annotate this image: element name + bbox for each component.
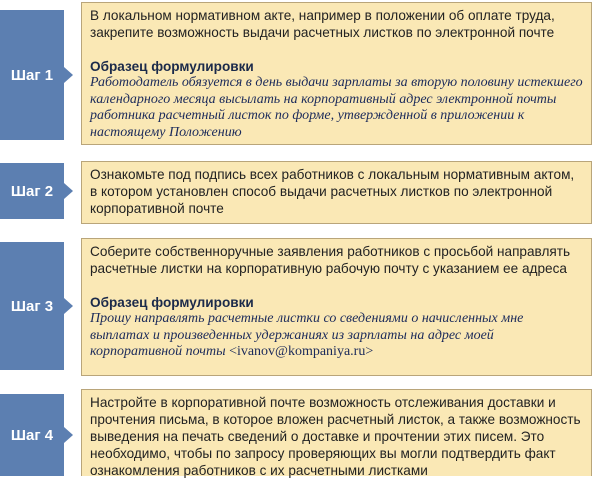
step-3-box <box>81 238 592 376</box>
step-1-label: Шаг 1 <box>0 10 64 140</box>
step-1-text: В локальном нормативном акте, например в положении об оплате труда, закрепите возможность выдачи расчетных листков по электронной почте <box>90 8 555 40</box>
step-2-box <box>81 161 592 224</box>
step-4-label: Шаг 4 <box>0 394 64 476</box>
step-1-box <box>81 2 592 145</box>
step-3-sample-text: Прошу направлять расчетные листки со сведениями о начисленных мне выплатах и произведенных удержаниях из зарплаты на адрес моей корпоративной почты <box>90 311 524 359</box>
step-4-box <box>81 389 592 476</box>
step-3-sample-title: Образец формулировки <box>90 295 254 310</box>
step-4-arrow-icon <box>64 427 73 443</box>
step-4-text: Настройте в корпоративной почте возможность отслеживания доставки и прочтения письма, в которое вложен расчетный листок, а также возможность выведения на печать сведений о доставке и прочтении этих писем. Это необходимо, чтобы по запросу проверяющих вы могли подтвердить факт ознакомления работников с их расчетными листками <box>90 395 581 478</box>
step-3-sample-email: <ivanov@kompaniya.ru> <box>229 344 374 359</box>
step-1-sample-text: Работодатель обязуется в день выдачи зарплаты за вторую половину истекшего календарного месяца высылать на корпоративный адрес электронной почты работника расчетный листок по форме, утвержденной в приложении к настоящему Положению <box>90 75 583 140</box>
step-3-text: Соберите собственноручные заявления работников с просьбой направлять расчетные листки на корпоративную рабочую почту с указанием ее адреса <box>90 244 571 276</box>
step-3-sample-text-wrap <box>90 311 583 361</box>
step-1-arrow-icon <box>64 67 73 83</box>
step-2-text: Ознакомьте под подпись всех работников с локальным нормативным актом, в котором установлен способ выдачи расчетных листков по электронной корпоративной почте <box>90 167 575 216</box>
step-3-arrow-icon <box>64 298 73 314</box>
step-2-label: Шаг 2 <box>0 163 64 219</box>
step-1-sample-title: Образец формулировки <box>90 59 254 74</box>
step-2-arrow-icon <box>64 183 73 199</box>
step-3-label: Шаг 3 <box>0 242 64 370</box>
